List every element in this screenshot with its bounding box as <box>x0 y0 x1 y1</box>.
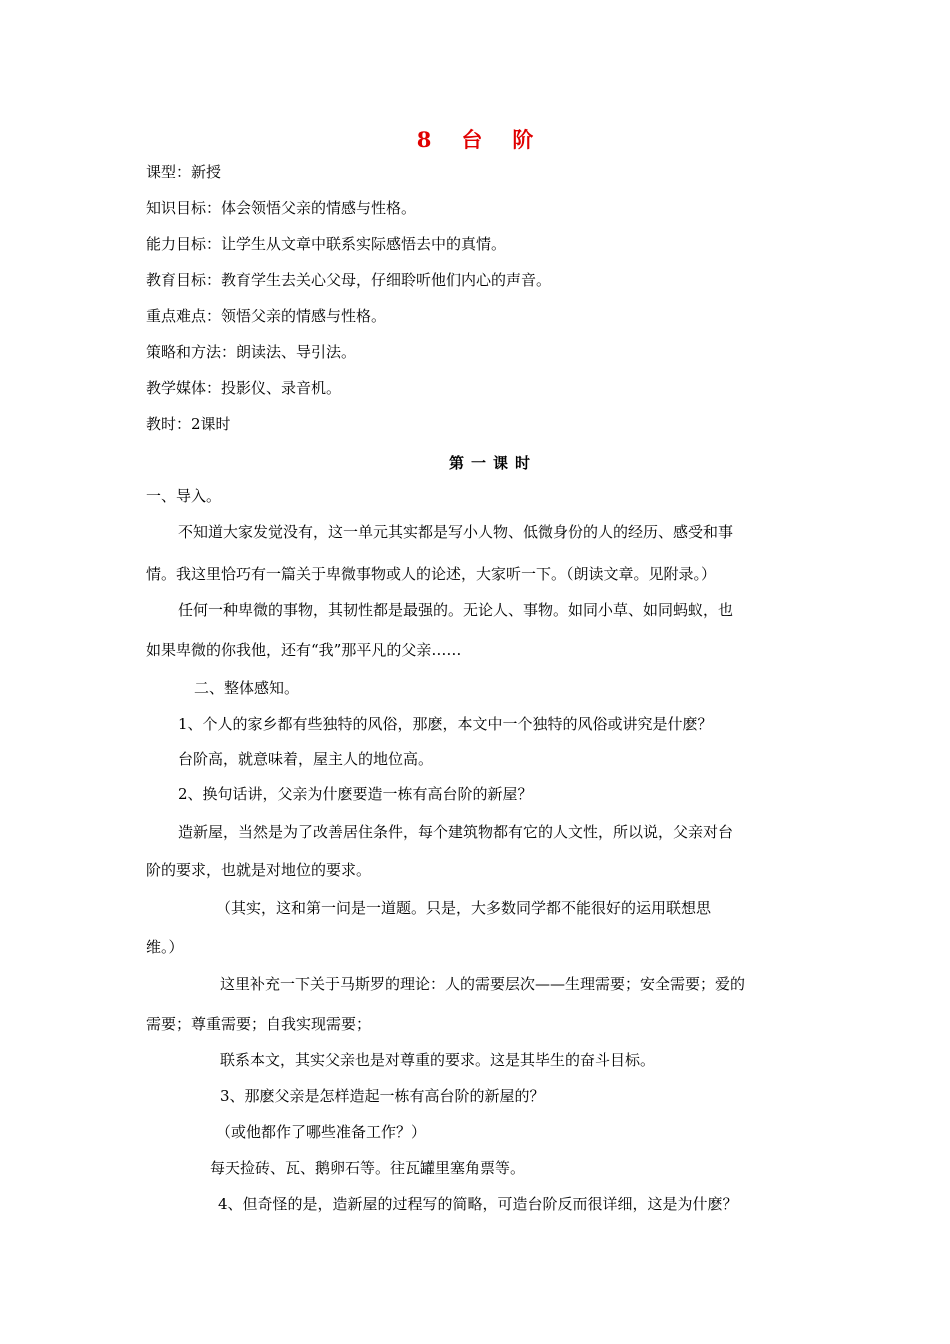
overall-heading: 二、整体感知。 <box>194 679 300 697</box>
question-1: 1、个人的家乡都有些独特的风俗，那麽，本文中一个独特的风俗或讲究是什麽？ <box>178 715 713 733</box>
note-line-1: （其实，这和第一问是一道题。只是，大多数同学都不能很好的运用联想思 <box>216 899 712 917</box>
answer-1: 台阶高，就意味着，屋主人的地位高。 <box>178 750 434 768</box>
answer-3: 每天捡砖、瓦、鹅卵石等。往瓦罐里塞角票等。 <box>210 1159 526 1177</box>
paragraph-1-line-1: 不知道大家发觉没有，这一单元其实都是写小人物、低微身份的人的经历、感受和事 <box>178 523 734 541</box>
maslow-line-1: 这里补充一下关于马斯罗的理论：人的需要层次——生理需要；安全需要；爱的 <box>220 975 746 993</box>
ability-goal: 能力目标：让学生从文章中联系实际感悟去中的真情。 <box>146 235 507 253</box>
answer-2-line-1: 造新屋，当然是为了改善居住条件，每个建筑物都有它的人文性，所以说，父亲对台 <box>178 823 734 841</box>
title-char-2: 阶 <box>512 127 534 152</box>
title-number: 8 <box>416 127 432 152</box>
lesson-type: 课型：新授 <box>146 163 222 181</box>
question-2: 2、换句话讲，父亲为什麽要造一栋有高台阶的新屋？ <box>178 785 533 803</box>
section-heading: 第一课时 <box>448 454 537 472</box>
note-line-2: 维。） <box>146 938 184 956</box>
paragraph-2-line-2: 如果卑微的你我他，还有“我”那平凡的父亲…… <box>146 641 462 659</box>
page-title <box>0 124 950 154</box>
question-3: 3、那麽父亲是怎样造起一栋有高台阶的新屋的？ <box>220 1087 545 1105</box>
teaching-hours: 教时：2课时 <box>146 415 231 433</box>
intro-heading: 一、导入。 <box>146 487 222 505</box>
question-3-sub: （或他都作了哪些准备工作？） <box>216 1123 427 1141</box>
education-goal: 教育目标：教育学生去关心父母，仔细聆听他们内心的声音。 <box>146 271 552 289</box>
question-4: 4、但奇怪的是，造新屋的过程写的简略，可造台阶反而很详细，这是为什麽？ <box>218 1195 738 1213</box>
teaching-media: 教学媒体：投影仪、录音机。 <box>146 379 342 397</box>
link-text: 联系本文，其实父亲也是对尊重的要求。这是其毕生的奋斗目标。 <box>220 1051 656 1069</box>
answer-2-line-2: 阶的要求，也就是对地位的要求。 <box>146 861 372 879</box>
title-char-1: 台 <box>461 127 483 152</box>
paragraph-2-line-1: 任何一种卑微的事物，其韧性都是最强的。无论人、事物。如同小草、如同蚂蚁，也 <box>178 601 734 619</box>
knowledge-goal: 知识目标：体会领悟父亲的情感与性格。 <box>146 199 417 217</box>
maslow-line-2: 需要；尊重需要；自我实现需要； <box>146 1015 372 1033</box>
strategy: 策略和方法：朗读法、导引法。 <box>146 343 357 361</box>
key-difficulty: 重点难点：领悟父亲的情感与性格。 <box>146 307 387 325</box>
paragraph-1-line-2: 情。我这里恰巧有一篇关于卑微事物或人的论述，大家听一下。（朗读文章。见附录。） <box>146 565 717 583</box>
